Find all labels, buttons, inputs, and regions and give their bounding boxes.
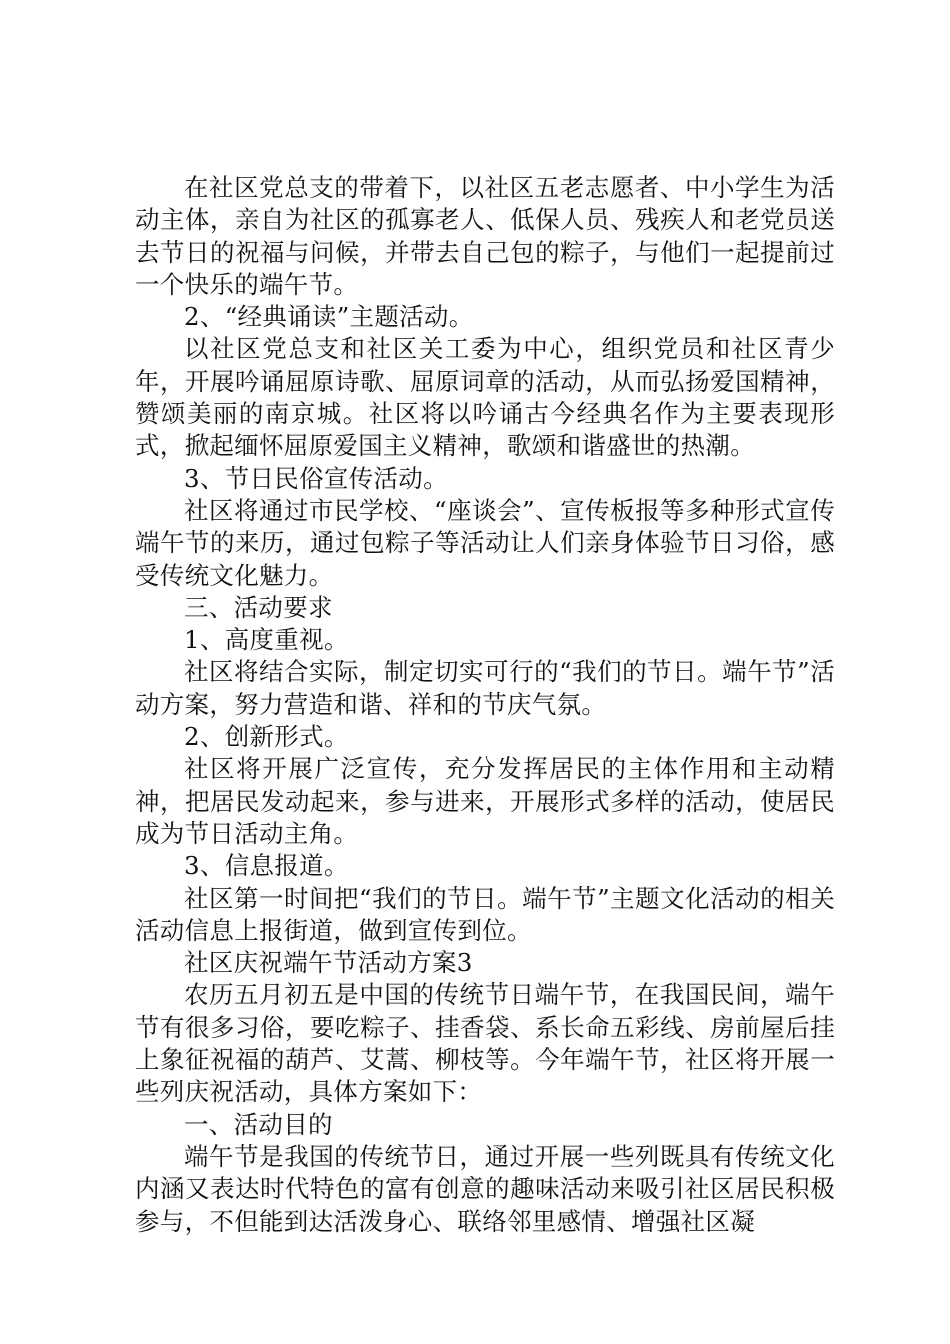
paragraph-purpose: 端午节是我国的传统节日，通过开展一些列既具有传统文化内涵又表达时代特色的富有创意的趣味活动来吸引社区居民积极参与，不但能到达活泼身心、联络邻里感情、增强社区凝 (135, 1141, 835, 1236)
paragraph-reporting: 社区第一时间把“我们的节日。端午节”主题文化活动的相关活动信息上报街道，做到宣传到位。 (135, 883, 835, 945)
paragraph-plan-3-intro: 农历五月初五是中国的传统节日端午节，在我国民间，端午节有很多习俗，要吃粽子、挂香袋、系长命五彩线、房前屋后挂上象征祝福的葫芦、艾蒿、柳枝等。今年端午节，社区将开展一些列庆祝活动，具体方案如下： (135, 980, 835, 1107)
document-body (135, 172, 835, 1238)
heading-attention: 1、高度重视。 (184, 625, 349, 655)
heading-folk-custom: 3、节日民俗宣传活动。 (184, 463, 448, 493)
heading-innovation: 2、创新形式。 (184, 722, 349, 752)
heading-requirements: 三、活动要求 (184, 592, 333, 622)
heading-classic-reading: 2、“经典诵读”主题活动。 (184, 302, 474, 332)
section-title-plan-3: 社区庆祝端午节活动方案3 (184, 948, 473, 978)
heading-purpose: 一、活动目的 (184, 1109, 333, 1139)
heading-reporting: 3、信息报道。 (184, 851, 349, 881)
paragraph-attention: 社区将结合实际，制定切实可行的“我们的节日。端午节”活动方案，努力营造和谐、祥和的节庆气氛。 (135, 657, 835, 719)
paragraph-classic-reading: 以社区党总支和社区关工委为中心，组织党员和社区青少年，开展吟诵屈原诗歌、屈原词章的活动，从而弘扬爱国精神，赞颂美丽的南京城。社区将以吟诵古今经典名作为主要表现形式，掀起缅怀屈原爱国主义精神，歌颂和谐盛世的热潮。 (135, 334, 835, 461)
paragraph-intro: 在社区党总支的带着下，以社区五老志愿者、中小学生为活动主体，亲自为社区的孤寡老人、低保人员、残疾人和老党员送去节日的祝福与问候，并带去自己包的粽子，与他们一起提前过一个快乐的端午节。 (135, 173, 835, 299)
paragraph-innovation: 社区将开展广泛宣传，充分发挥居民的主体作用和主动精神，把居民发动起来，参与进来，开展形式多样的活动，使居民成为节日活动主角。 (135, 754, 835, 848)
paragraph-folk-custom: 社区将通过市民学校、“座谈会”、宣传板报等多种形式宣传端午节的来历，通过包粽子等活动让人们亲身体验节日习俗，感受传统文化魅力。 (135, 495, 835, 590)
